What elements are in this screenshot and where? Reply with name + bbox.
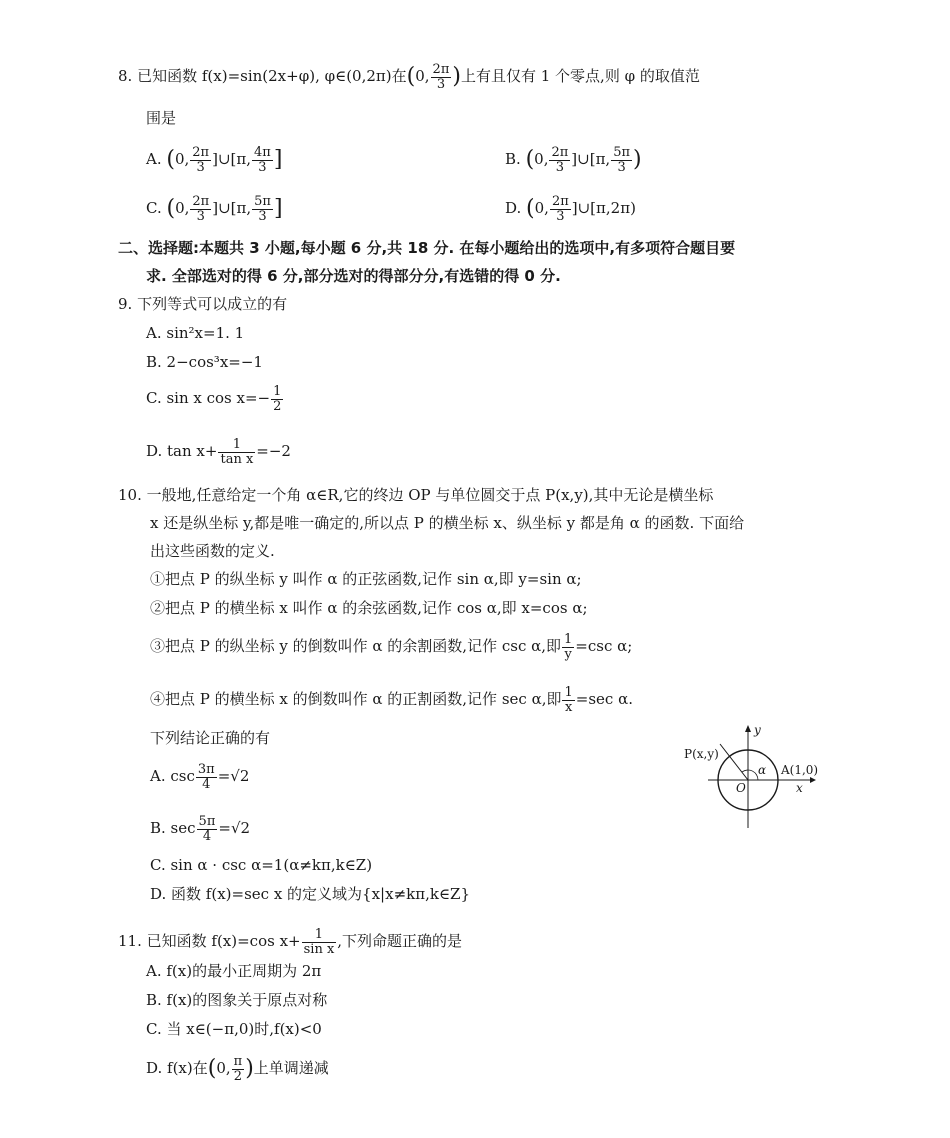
- section2-header-line1: 二、选择题:本题共 3 小题,每小题 6 分,共 18 分. 在每小题给出的选项中,有多项符合题目要: [118, 239, 736, 257]
- q8-option-a: [146, 146, 282, 174]
- q9-option-a: A. sin²x=1. 1: [146, 324, 245, 342]
- definition-text-end: =csc α;: [575, 637, 633, 656]
- numerator: 2π: [551, 145, 569, 160]
- numerator: π: [233, 1054, 243, 1069]
- stem-text: 11. 已知函数 f(x)=cos x+: [118, 932, 301, 951]
- q10-option-a: [150, 763, 249, 791]
- option-text-end: 上单调递减: [253, 1059, 329, 1078]
- numerator: 5π: [198, 814, 216, 829]
- q10-prompt: 下列结论正确的有: [150, 729, 271, 747]
- denominator: y: [564, 646, 572, 662]
- q8-stem-line2: 围是: [146, 109, 177, 127]
- fraction: [252, 146, 273, 174]
- option-text-end: =√2: [217, 767, 250, 786]
- denominator: 2: [273, 398, 282, 414]
- q10-definition-2: ②把点 P 的横坐标 x 叫作 α 的余弦函数,记作 cos α,即 x=cos α;: [150, 599, 588, 617]
- label-alpha: α: [758, 763, 767, 777]
- q9-option-b: B. 2−cos³x=−1: [146, 353, 263, 371]
- numerator: 2π: [192, 145, 210, 160]
- q10-stem-line3: 出这些函数的定义.: [150, 542, 275, 560]
- interval-start: 0,: [534, 150, 549, 169]
- fraction: [562, 633, 574, 661]
- option-label: C.: [146, 199, 167, 218]
- q9-option-d: [146, 438, 291, 466]
- q10-option-c: C. sin α · csc α=1(α≠kπ,k∈Z): [150, 856, 373, 874]
- fraction: [562, 686, 574, 714]
- section2-header-line2: 求. 全部选对的得 6 分,部分选对的得部分分,有选错的得 0 分.: [146, 267, 561, 285]
- label-origin: O: [736, 781, 746, 795]
- q8-option-b: [505, 146, 642, 174]
- denominator: 3: [258, 208, 267, 224]
- label-point-p: P(x,y): [684, 747, 719, 761]
- stem-text-end: ,下列命题正确的是: [337, 932, 463, 951]
- label-point-a: A(1,0): [781, 763, 819, 777]
- numerator: 2π: [551, 194, 569, 209]
- q8-stem-text-end: 上有且仅有 1 个零点,则 φ 的取值范: [460, 67, 700, 86]
- interval-start: 0,: [415, 67, 430, 86]
- union-text: ]∪[π,: [571, 150, 611, 169]
- q10-stem-line2: x 还是纵坐标 y,都是唯一确定的,所以点 P 的横坐标 x、纵坐标 y 都是角 α 的函数. 下面给: [150, 514, 745, 532]
- denominator: 3: [617, 159, 626, 175]
- denominator: 3: [555, 159, 565, 175]
- option-text: D. f(x)在: [146, 1059, 208, 1078]
- denominator: 2: [233, 1068, 243, 1084]
- q8-stem-text: 8. 已知函数 f(x)=sin(2x+φ), φ∈(0,2π)在: [118, 67, 407, 86]
- union-text: ]∪[π,: [212, 199, 252, 218]
- q10-definition-3: [150, 633, 632, 661]
- q11-option-c: C. 当 x∈(−π,0)时,f(x)<0: [146, 1020, 322, 1038]
- numerator: 1: [564, 685, 573, 700]
- numerator: 4π: [254, 145, 271, 160]
- fraction: [190, 195, 211, 223]
- fraction: [549, 146, 570, 174]
- fraction: [431, 63, 452, 91]
- q11-option-b: B. f(x)的图象关于原点对称: [146, 991, 328, 1009]
- q8-option-d: [505, 195, 636, 223]
- fraction: [302, 928, 337, 956]
- denominator: 3: [436, 76, 446, 92]
- fraction: [196, 763, 217, 791]
- denominator: 3: [196, 208, 205, 224]
- denominator: 3: [556, 208, 565, 224]
- fraction: [197, 815, 218, 843]
- q11-option-a: A. f(x)的最小正周期为 2π: [146, 962, 322, 980]
- paren: (: [207, 1056, 217, 1082]
- bracket: ]: [273, 147, 283, 173]
- y-axis-arrow: [745, 725, 751, 732]
- fraction: [271, 385, 283, 413]
- numerator: 1: [302, 928, 337, 943]
- interval-start: 0,: [174, 150, 190, 169]
- numerator: 1: [564, 632, 573, 647]
- fraction: [611, 146, 632, 174]
- option-label: A.: [146, 150, 167, 169]
- option-text: A. csc: [150, 767, 195, 786]
- option-label: D.: [505, 199, 527, 218]
- denominator: 4: [202, 776, 211, 792]
- numerator: 5π: [254, 194, 271, 209]
- definition-text: ③把点 P 的纵坐标 y 的倒数叫作 α 的余割函数,记作 csc α,即: [150, 637, 562, 656]
- numerator: 5π: [613, 145, 631, 160]
- q10-option-b: [150, 815, 250, 843]
- fraction: [550, 195, 571, 223]
- numerator: 2π: [432, 62, 450, 77]
- q9-option-c: [146, 385, 284, 413]
- fraction: [190, 146, 211, 174]
- option-text: B. sec: [150, 819, 196, 838]
- option-text-end: =√2: [218, 819, 251, 838]
- fraction: [252, 195, 273, 223]
- denominator: 3: [196, 159, 205, 175]
- option-text: D. tan x+: [146, 442, 218, 461]
- denominator: tan x: [220, 451, 254, 467]
- q8-stem-line1: [118, 63, 700, 91]
- numerator: 3π: [197, 762, 215, 777]
- label-x-axis: x: [796, 781, 803, 795]
- q11-option-d: [146, 1055, 329, 1083]
- denominator: 4: [202, 828, 212, 844]
- denominator: sin x: [303, 941, 335, 957]
- q9-stem: 9. 下列等式可以成立的有: [118, 295, 288, 313]
- bracket: ]: [273, 196, 283, 222]
- paren: ): [633, 147, 642, 173]
- definition-text: ④把点 P 的横坐标 x 的倒数叫作 α 的正割函数,记作 sec α,即: [150, 690, 562, 709]
- fraction: [218, 438, 255, 466]
- label-y-axis: y: [754, 723, 761, 737]
- unit-circle-diagram: [680, 722, 830, 832]
- option-text-end: =−2: [256, 442, 291, 461]
- q10-option-d: D. 函数 f(x)=sec x 的定义域为{x|x≠kπ,k∈Z}: [150, 885, 471, 903]
- interval-start: 0,: [534, 199, 549, 218]
- q10-definition-4: [150, 686, 633, 714]
- paren: (: [525, 147, 535, 173]
- union-text: ]∪[π,: [212, 150, 252, 169]
- paren: (: [166, 196, 176, 222]
- numerator: 1: [273, 384, 282, 399]
- paren: (: [526, 196, 535, 222]
- denominator: x: [564, 699, 573, 715]
- q10-definition-1: ①把点 P 的纵坐标 y 叫作 α 的正弦函数,记作 sin α,即 y=sin α;: [150, 570, 582, 588]
- interval-start: 0,: [175, 199, 190, 218]
- paren: ): [452, 64, 461, 90]
- numerator: 2π: [192, 194, 210, 209]
- paren: (: [166, 147, 175, 173]
- paren: ): [245, 1056, 254, 1082]
- numerator: 1: [218, 438, 255, 453]
- option-label: B.: [505, 150, 526, 169]
- denominator: 3: [258, 159, 267, 175]
- paren: (: [406, 64, 416, 90]
- interval-start: 0,: [216, 1059, 231, 1078]
- option-text: C. sin x cos x=−: [146, 389, 271, 408]
- union-text: ]∪[π,2π): [571, 199, 636, 218]
- q11-stem: [118, 928, 462, 956]
- definition-text-end: =sec α.: [575, 690, 633, 709]
- fraction: [232, 1055, 245, 1083]
- x-axis-arrow: [810, 777, 816, 783]
- q10-stem-line1: 10. 一般地,任意给定一个角 α∈R,它的终边 OP 与单位圆交于点 P(x,y),其中无论是横坐标: [118, 486, 714, 504]
- q8-option-c: [146, 195, 283, 223]
